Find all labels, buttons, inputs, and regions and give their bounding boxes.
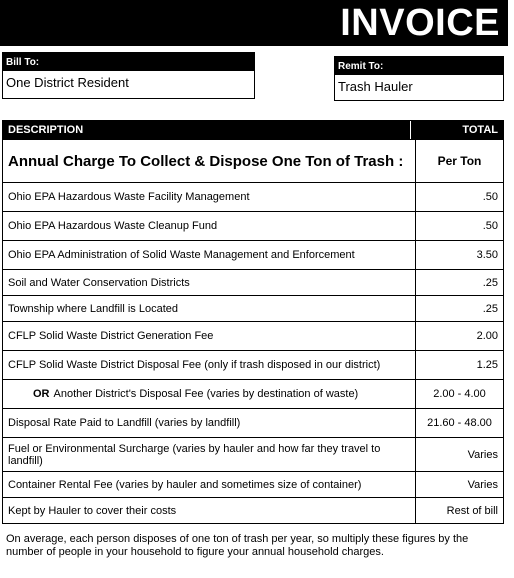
row-description: Container Rental Fee (varies by hauler and sometimes size of container) <box>8 478 362 491</box>
table-row <box>3 497 503 523</box>
row-total: .50 <box>415 212 503 240</box>
table-row <box>3 379 503 408</box>
remit-to-label: Remit To: <box>335 57 503 75</box>
row-description: Ohio EPA Administration of Solid Waste Management and Enforcement <box>8 249 355 261</box>
table-row <box>3 295 503 321</box>
table-header-row <box>3 121 503 139</box>
footer-note: On average, each person disposes of one ton of trash per year, so multiply these figures by the number of people in your household to figure your annual household charges. <box>6 533 469 558</box>
annual-charge-row <box>3 139 503 182</box>
row-total: 2.00 - 4.00 <box>415 380 503 408</box>
row-description: Ohio EPA Hazardous Waste Facility Management <box>8 191 250 203</box>
invoice-title: INVOICE <box>340 2 500 44</box>
row-total: 1.25 <box>415 351 503 379</box>
table-row <box>3 437 503 471</box>
row-total: Rest of bill <box>415 498 503 523</box>
table-row <box>3 471 503 497</box>
row-description: Another District's Disposal Fee (varies by destination of waste) <box>53 388 359 400</box>
remit-to-box <box>334 56 504 101</box>
invoice-title-bar <box>0 0 508 46</box>
total-header: TOTAL <box>410 121 503 139</box>
row-total: .25 <box>415 296 503 321</box>
bill-to-label: Bill To: <box>3 53 254 71</box>
row-description: CFLP Solid Waste District Disposal Fee (only if trash disposed in our district) <box>8 359 381 371</box>
bill-to-value: One District Resident <box>6 75 129 90</box>
row-total: .50 <box>415 183 503 211</box>
row-total: 21.60 - 48.00 <box>415 409 503 437</box>
table-row <box>3 211 503 240</box>
row-description: CFLP Solid Waste District Generation Fee <box>8 330 214 342</box>
row-total: Varies <box>415 438 503 471</box>
annual-charge-description: Annual Charge To Collect & Dispose One Ton of Trash : <box>8 152 404 170</box>
row-description: Township where Landfill is Located <box>8 302 178 315</box>
table-row <box>3 240 503 269</box>
table-row <box>3 408 503 437</box>
bill-to-box <box>2 52 255 99</box>
annual-charge-total: Per Ton <box>415 140 503 182</box>
row-description-alternate <box>3 380 415 408</box>
row-description: Disposal Rate Paid to Landfill (varies by landfill) <box>8 417 241 429</box>
row-description: Kept by Hauler to cover their costs <box>8 504 177 517</box>
table-row <box>3 182 503 211</box>
row-description: Soil and Water Conservation Districts <box>8 276 190 289</box>
row-description: Fuel or Environmental Surcharge (varies by hauler and how far they travel to landfill) <box>8 442 381 467</box>
table-row <box>3 321 503 350</box>
remit-to-value: Trash Hauler <box>338 79 413 94</box>
charges-table <box>2 120 504 524</box>
row-total: 3.50 <box>415 241 503 269</box>
row-description: Ohio EPA Hazardous Waste Cleanup Fund <box>8 220 218 232</box>
row-total: 2.00 <box>415 322 503 350</box>
description-header: DESCRIPTION <box>8 123 84 136</box>
table-row <box>3 269 503 295</box>
or-label: OR <box>33 388 50 400</box>
row-total: .25 <box>415 270 503 295</box>
row-total: Varies <box>415 472 503 497</box>
table-row <box>3 350 503 379</box>
